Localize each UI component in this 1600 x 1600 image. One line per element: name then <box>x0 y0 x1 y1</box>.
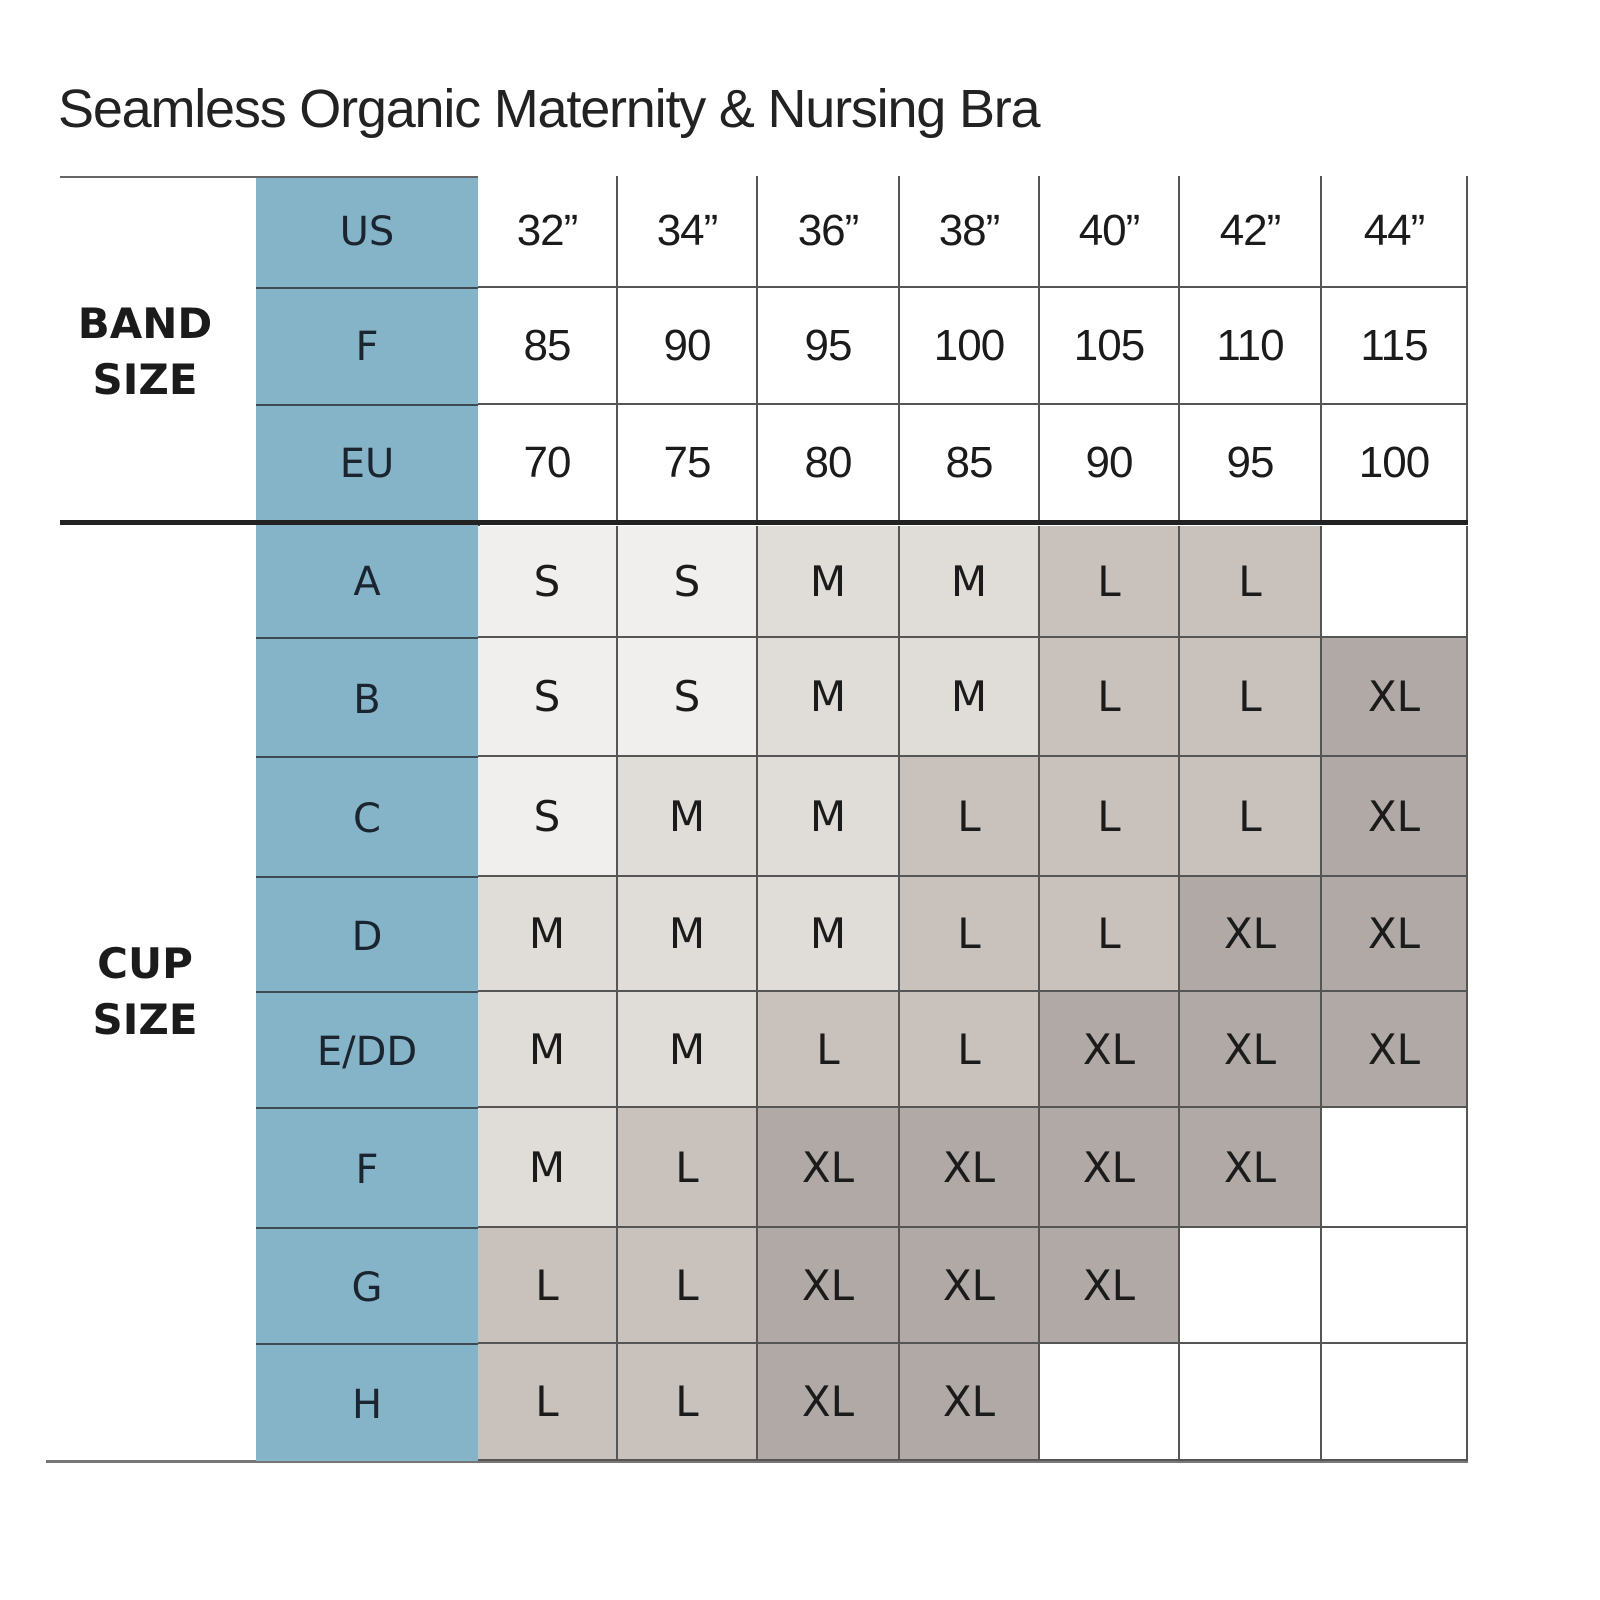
size-cell: L <box>900 757 1040 877</box>
size-cell <box>1180 1228 1322 1344</box>
size-cell <box>1180 1344 1322 1461</box>
size-cell: M <box>478 992 618 1108</box>
band-cell: 85 <box>478 288 618 405</box>
band-cell: 100 <box>900 288 1040 405</box>
size-cell: L <box>1040 757 1180 877</box>
row-divider <box>256 1343 478 1345</box>
band-cell: 36” <box>758 176 900 288</box>
band-cell: 38” <box>900 176 1040 288</box>
row-divider <box>256 637 478 639</box>
size-cell: XL <box>1040 1108 1180 1228</box>
page-title: Seamless Organic Maternity & Nursing Bra <box>58 79 1040 139</box>
size-cell: M <box>478 877 618 992</box>
size-cell: S <box>478 638 618 757</box>
size-cell: XL <box>1040 1228 1180 1344</box>
size-cell: L <box>758 992 900 1108</box>
size-cell: XL <box>900 1228 1040 1344</box>
size-cell: XL <box>1322 877 1468 992</box>
band-system-eu: EU <box>339 440 395 487</box>
size-cell: M <box>758 526 900 638</box>
band-cell: 95 <box>758 288 900 405</box>
size-cell: L <box>900 992 1040 1108</box>
cup-row-header: A <box>353 559 381 605</box>
size-cell: XL <box>1180 992 1322 1108</box>
row-divider <box>256 756 478 758</box>
band-cell: 80 <box>758 405 900 522</box>
band-cell: 42” <box>1180 176 1322 288</box>
size-cell <box>1040 1344 1180 1461</box>
size-cell: XL <box>1322 992 1468 1108</box>
size-cell: XL <box>758 1108 900 1228</box>
size-cell: M <box>758 757 900 877</box>
size-cell: L <box>478 1228 618 1344</box>
cup-row-header: G <box>351 1265 383 1311</box>
size-cell: L <box>618 1108 758 1228</box>
cup-row-header: D <box>351 913 383 960</box>
band-size-label: BAND SIZE <box>77 299 213 404</box>
size-chart-table <box>60 176 1468 1462</box>
size-cell <box>1322 526 1468 638</box>
row-divider <box>256 1107 478 1109</box>
size-cell: M <box>618 877 758 992</box>
size-cell <box>1322 1108 1468 1228</box>
band-cell: 34” <box>618 176 758 288</box>
size-cell: S <box>478 526 618 638</box>
size-cell: M <box>618 757 758 877</box>
band-cell: 40” <box>1040 176 1180 288</box>
size-cell: L <box>1040 526 1180 638</box>
size-cell: M <box>900 638 1040 757</box>
size-cell <box>1322 1344 1468 1461</box>
size-cell: M <box>758 877 900 992</box>
size-cell: XL <box>900 1344 1040 1461</box>
size-cell: XL <box>900 1108 1040 1228</box>
size-cell: L <box>618 1228 758 1344</box>
row-divider <box>256 876 478 878</box>
band-cell: 85 <box>900 405 1040 522</box>
band-system-f: F <box>355 323 379 370</box>
band-cell: 100 <box>1322 405 1468 522</box>
size-cell: XL <box>758 1344 900 1461</box>
size-cell: XL <box>1322 638 1468 757</box>
band-cell: 70 <box>478 405 618 522</box>
band-cell: 32” <box>478 176 618 288</box>
size-cell: XL <box>1322 757 1468 877</box>
size-cell: L <box>1180 757 1322 877</box>
size-cell: XL <box>1180 877 1322 992</box>
size-cell: M <box>478 1108 618 1228</box>
band-cell: 90 <box>618 288 758 405</box>
size-cell: S <box>478 757 618 877</box>
cup-row-header: H <box>351 1381 383 1428</box>
band-cell: 95 <box>1180 405 1322 522</box>
band-cell: 110 <box>1180 288 1322 405</box>
row-divider <box>256 1227 478 1229</box>
size-cell: XL <box>1180 1108 1322 1228</box>
size-cell: S <box>618 526 758 638</box>
size-cell: L <box>1040 877 1180 992</box>
size-cell: L <box>478 1344 618 1461</box>
band-cell: 115 <box>1322 288 1468 405</box>
cup-row-header: F <box>355 1147 379 1193</box>
size-cell: S <box>618 638 758 757</box>
size-cell: L <box>1180 526 1322 638</box>
size-cell: L <box>1040 638 1180 757</box>
band-cell: 90 <box>1040 405 1180 522</box>
band-cup-divider <box>60 520 1468 525</box>
size-cell: XL <box>758 1228 900 1344</box>
cup-row-header: C <box>353 796 381 842</box>
size-cell: L <box>618 1344 758 1461</box>
band-cell: 44” <box>1322 176 1468 288</box>
cup-row-header: E/DD <box>316 1029 418 1075</box>
band-cell: 105 <box>1040 288 1180 405</box>
size-cell <box>1322 1228 1468 1344</box>
cup-row-header: B <box>353 676 381 723</box>
size-cell: M <box>758 638 900 757</box>
size-cell: XL <box>1040 992 1180 1108</box>
size-cell: L <box>1180 638 1322 757</box>
size-cell: M <box>618 992 758 1108</box>
row-divider <box>256 991 478 993</box>
size-cell: M <box>900 526 1040 638</box>
size-cell: L <box>900 877 1040 992</box>
cup-size-label: CUP SIZE <box>92 939 198 1044</box>
band-cell: 75 <box>618 405 758 522</box>
band-system-us: US <box>339 209 395 255</box>
